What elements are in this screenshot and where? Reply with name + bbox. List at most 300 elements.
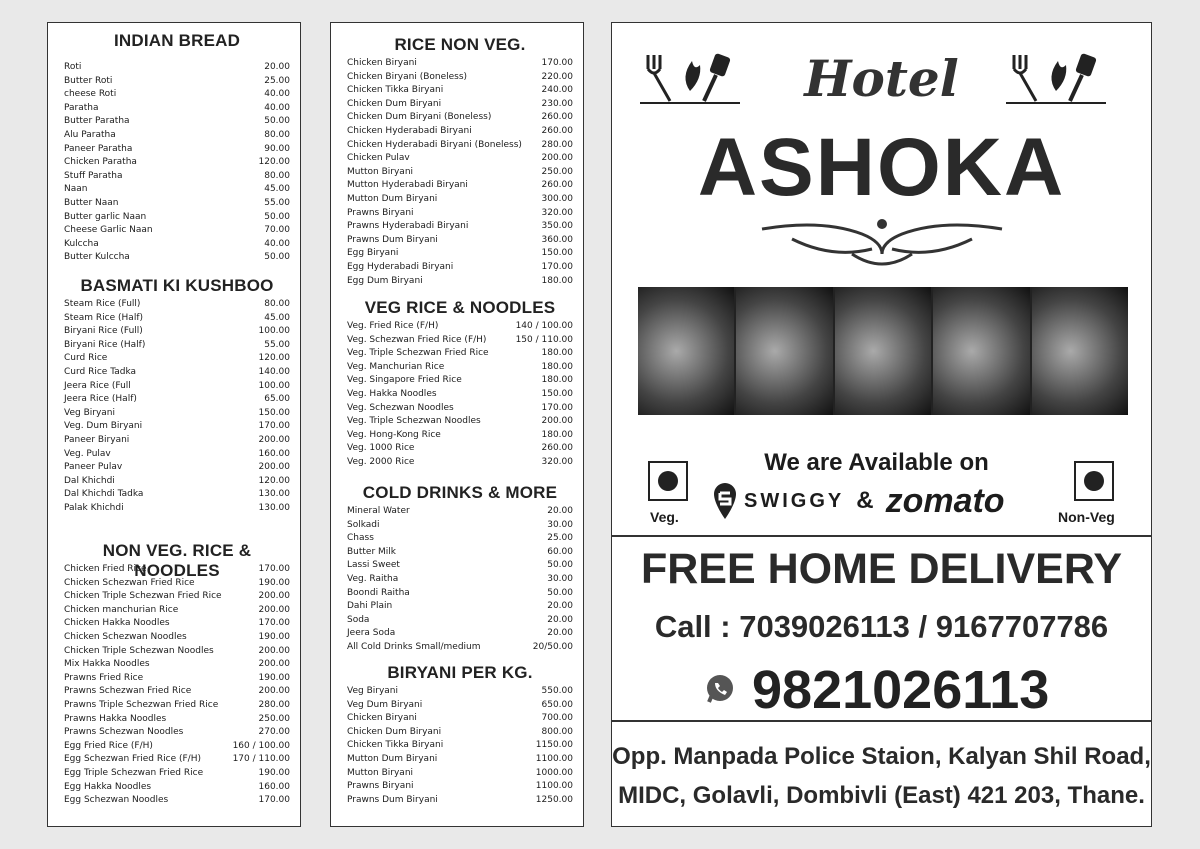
item-price: 170.00	[541, 261, 573, 272]
ampersand: &	[856, 487, 874, 514]
item-name: Egg Hakka Noodles	[64, 781, 152, 792]
item-name: Veg Dum Biryani	[347, 699, 423, 710]
item-price: 200.00	[258, 686, 290, 697]
item-price: 160.00	[258, 448, 290, 459]
menu-item	[64, 658, 290, 672]
item-price: 40.00	[264, 238, 290, 249]
item-name: Chicken Dum Biryani (Boneless)	[347, 112, 492, 123]
item-name: Prawns Dum Biryani	[347, 234, 438, 245]
menu-item	[64, 197, 290, 211]
menu-item	[64, 75, 290, 89]
menu-item	[64, 699, 290, 713]
menu-item	[64, 672, 290, 686]
item-name: Paratha	[64, 102, 99, 113]
menu-item	[347, 587, 573, 601]
section-title: BIRYANI PER KG.	[387, 663, 533, 682]
item-name: Chicken Fried Rice	[64, 564, 147, 574]
item-price: 150 / 110.00	[515, 334, 573, 345]
section-title: INDIAN BREAD	[113, 31, 241, 50]
item-price: 180.00	[541, 348, 573, 359]
item-price: 260.00	[541, 125, 573, 136]
item-price: 190.00	[258, 672, 290, 683]
menu-section	[347, 35, 573, 288]
item-price: 190.00	[258, 577, 290, 588]
item-name: Biryani Rice (Half)	[64, 339, 146, 350]
item-price: 1100.00	[535, 753, 573, 764]
menu-item	[347, 614, 573, 628]
menu-item	[347, 247, 573, 261]
item-name: Egg Hyderabadi Biryani	[347, 261, 454, 272]
menu-item	[347, 193, 573, 207]
item-price: 25.00	[264, 75, 290, 86]
item-price: 80.00	[264, 299, 290, 309]
item-name: Veg. Pulav	[64, 448, 111, 459]
item-name: Jeera Rice (Half)	[64, 394, 137, 405]
zomato-text: zomato	[885, 481, 1005, 520]
menu-item	[64, 312, 290, 326]
item-name: Paneer Pulav	[64, 462, 123, 473]
item-name: Curd Rice Tadka	[64, 366, 137, 377]
item-price: 280.00	[258, 699, 290, 710]
item-name: Lassi Sweet	[347, 560, 400, 571]
brand-panel	[611, 22, 1152, 827]
item-price: 200.00	[541, 416, 573, 427]
item-price: 30.00	[547, 519, 573, 530]
menu-section	[64, 31, 290, 265]
item-price: 120.00	[258, 353, 290, 364]
item-price: 200.00	[258, 659, 290, 670]
item-price: 130.00	[258, 502, 290, 513]
item-price: 160 / 100.00	[232, 740, 290, 751]
item-name: Butter garlic Naan	[64, 211, 147, 222]
menu-item	[64, 740, 290, 754]
menu-item	[347, 84, 573, 98]
item-name: Veg. 1000 Rice	[347, 443, 415, 454]
item-name: Chicken Pulav	[347, 153, 410, 164]
menu-item	[64, 183, 290, 197]
menu-item	[347, 505, 573, 519]
item-name: Chicken Triple Schezwan Noodles	[64, 645, 214, 656]
item-price: 40.00	[264, 89, 290, 100]
menu-item	[64, 156, 290, 170]
menu-item	[347, 532, 573, 546]
item-price: 250.00	[258, 713, 290, 724]
section-title: NON VEG. RICE & NOODLES	[102, 541, 252, 580]
item-price: 50.00	[264, 211, 290, 222]
food-photo-strip	[638, 287, 1128, 415]
menu-item	[64, 794, 290, 808]
item-name: Soda	[347, 614, 370, 625]
item-name: Dahi Plain	[347, 601, 393, 612]
menu-section	[347, 298, 573, 470]
menu-item	[64, 88, 290, 102]
menu-item	[347, 546, 573, 560]
item-name: Veg. Triple Schezwan Fried Rice	[347, 348, 489, 359]
availability-text: We are Available on	[764, 449, 989, 476]
item-price: 45.00	[264, 184, 290, 195]
item-price: 220.00	[541, 71, 573, 82]
item-name: Prawns Biryani	[347, 207, 414, 218]
item-name: Chicken manchurian Rice	[64, 604, 179, 615]
nonveg-symbol-icon	[1074, 461, 1114, 501]
item-name: Jeera Soda	[347, 628, 396, 639]
item-name: Jeera Rice (Full	[64, 380, 131, 391]
menu-item	[64, 767, 290, 781]
item-name: Chicken Paratha	[64, 157, 137, 168]
menu-item	[347, 334, 573, 348]
menu-item	[64, 366, 290, 380]
item-price: 60.00	[547, 546, 573, 557]
item-price: 1000.00	[535, 767, 573, 778]
menu-item	[347, 753, 573, 767]
menu-section	[64, 276, 290, 516]
item-price: 550.00	[541, 686, 573, 696]
menu-item	[347, 429, 573, 443]
item-price: 80.00	[264, 170, 290, 181]
item-price: 160.00	[258, 781, 290, 792]
item-name: Boondi Raitha	[347, 587, 410, 598]
item-name: Chicken Triple Schezwan Fried Rice	[64, 591, 222, 602]
hotel-label: Hotel	[804, 49, 959, 108]
item-price: 25.00	[547, 533, 573, 544]
menu-item	[64, 129, 290, 143]
menu-item	[64, 590, 290, 604]
menu-item	[64, 685, 290, 699]
item-name: Egg Schezwan Fried Rice (F/H)	[64, 754, 201, 765]
item-name: Chicken Schezwan Fried Rice	[64, 577, 195, 588]
menu-section	[347, 663, 573, 807]
item-price: 90.00	[264, 143, 290, 154]
item-price: 130.00	[258, 489, 290, 500]
menu-item	[347, 207, 573, 221]
item-name: Mutton Dum Biryani	[347, 753, 438, 764]
item-price: 200.00	[258, 434, 290, 445]
item-name: Steam Rice (Full)	[64, 299, 141, 309]
item-price: 1150.00	[535, 740, 573, 751]
item-name: Mutton Biryani	[347, 767, 414, 778]
item-price: 20.00	[264, 62, 290, 72]
item-price: 700.00	[541, 713, 573, 724]
menu-panel-left	[47, 22, 301, 827]
item-name: Veg. Dum Biryani	[64, 421, 143, 432]
item-price: 180.00	[541, 275, 573, 286]
item-name: Veg. Fried Rice (F/H)	[347, 321, 439, 331]
swiggy-text: SWIGGY	[744, 489, 845, 512]
item-price: 650.00	[541, 699, 573, 710]
menu-item	[64, 325, 290, 339]
item-price: 150.00	[541, 388, 573, 399]
item-name: Prawns Triple Schezwan Fried Rice	[64, 699, 219, 710]
item-price: 50.00	[264, 116, 290, 127]
item-name: Naan	[64, 184, 88, 195]
item-price: 40.00	[264, 102, 290, 113]
menu-item	[347, 780, 573, 794]
menu-item	[347, 57, 573, 71]
item-price: 230.00	[541, 98, 573, 109]
item-price: 1250.00	[535, 794, 573, 805]
item-name: Solkadi	[347, 519, 380, 530]
menu-item	[64, 502, 290, 516]
item-price: 50.00	[264, 252, 290, 263]
menu-item	[347, 402, 573, 416]
item-name: Curd Rice	[64, 353, 108, 364]
nonveg-label: Non-Veg	[1058, 509, 1115, 525]
menu-item	[347, 361, 573, 375]
item-name: Veg. Manchurian Rice	[347, 361, 445, 372]
menu-item	[347, 220, 573, 234]
menu-item	[347, 726, 573, 740]
item-price: 120.00	[258, 475, 290, 486]
menu-item	[347, 139, 573, 153]
item-name: Chicken Biryani	[347, 58, 417, 68]
menu-item	[347, 234, 573, 248]
item-price: 270.00	[258, 727, 290, 738]
item-name: Chicken Hakka Noodles	[64, 618, 170, 629]
menu-item	[347, 712, 573, 726]
item-price: 200.00	[258, 591, 290, 602]
item-price: 120.00	[258, 157, 290, 168]
item-price: 150.00	[541, 248, 573, 259]
menu-item	[347, 767, 573, 781]
item-name: Alu Paratha	[64, 129, 116, 140]
menu-item	[64, 224, 290, 238]
menu-item	[64, 475, 290, 489]
menu-item	[347, 415, 573, 429]
item-price: 20.00	[547, 614, 573, 625]
menu-item	[347, 627, 573, 641]
item-name: Chicken Schezwan Noodles	[64, 631, 187, 642]
item-price: 55.00	[264, 197, 290, 208]
divider	[612, 720, 1151, 722]
item-name: Paneer Biryani	[64, 434, 130, 445]
menu-item	[64, 781, 290, 795]
item-price: 45.00	[264, 312, 290, 323]
item-name: Butter Paratha	[64, 116, 130, 127]
item-name: Butter Naan	[64, 197, 119, 208]
menu-item	[64, 251, 290, 265]
section-title: COLD DRINKS & MORE	[362, 483, 558, 502]
menu-item	[347, 641, 573, 655]
item-name: cheese Roti	[64, 89, 117, 100]
menu-item	[347, 152, 573, 166]
menu-item	[64, 577, 290, 591]
item-name: Veg. Raitha	[347, 573, 399, 584]
menu-item	[64, 61, 290, 75]
item-price: 65.00	[264, 394, 290, 405]
menu-item	[347, 388, 573, 402]
item-price: 20.00	[547, 506, 573, 516]
item-name: Stuff Paratha	[64, 170, 123, 181]
menu-item	[347, 739, 573, 753]
menu-item	[64, 726, 290, 740]
item-price: 240.00	[541, 85, 573, 96]
menu-item	[347, 98, 573, 112]
item-name: Egg Biryani	[347, 248, 399, 259]
item-name: Chicken Dum Biryani	[347, 726, 442, 737]
item-name: Mineral Water	[347, 506, 410, 516]
item-price: 170.00	[258, 564, 290, 574]
item-price: 200.00	[258, 462, 290, 473]
menu-item	[64, 298, 290, 312]
menu-item	[347, 125, 573, 139]
item-price: 260.00	[541, 443, 573, 454]
menu-item	[347, 71, 573, 85]
item-price: 170.00	[541, 58, 573, 68]
menu-item	[64, 461, 290, 475]
item-price: 170.00	[258, 618, 290, 629]
menu-item	[64, 753, 290, 767]
item-name: Veg. Hong-Kong Rice	[347, 429, 441, 440]
section-title: BASMATI KI KUSHBOO	[80, 276, 274, 295]
menu-item	[64, 407, 290, 421]
item-price: 30.00	[547, 573, 573, 584]
section-title: RICE NON VEG.	[394, 35, 526, 54]
item-name: Veg. Hakka Noodles	[347, 388, 437, 399]
menu-item	[64, 604, 290, 618]
menu-item	[64, 631, 290, 645]
menu-panel-middle	[330, 22, 584, 827]
item-name: Veg. Schezwan Fried Rice (F/H)	[347, 334, 487, 345]
item-price: 260.00	[541, 180, 573, 191]
item-name: Roti	[64, 62, 82, 72]
menu-item	[347, 347, 573, 361]
menu-item	[64, 211, 290, 225]
menu-item	[64, 380, 290, 394]
item-name: Veg. Schezwan Noodles	[347, 402, 454, 413]
menu-item	[64, 448, 290, 462]
menu-item	[347, 275, 573, 289]
item-price: 320.00	[541, 456, 573, 467]
whatsapp-icon	[704, 673, 736, 705]
item-name: Chicken Biryani (Boneless)	[347, 71, 468, 82]
veg-symbol-icon	[648, 461, 688, 501]
menu-item	[347, 573, 573, 587]
item-price: 800.00	[541, 726, 573, 737]
item-name: Veg. Triple Schezwan Noodles	[347, 416, 481, 427]
menu-item	[347, 600, 573, 614]
item-name: Prawns Schezwan Fried Rice	[64, 686, 192, 697]
ornament-divider-icon	[752, 209, 1012, 269]
item-price: 200.00	[258, 604, 290, 615]
item-name: Mutton Hyderabadi Biryani	[347, 180, 468, 191]
item-name: Paneer Paratha	[64, 143, 133, 154]
item-price: 180.00	[541, 375, 573, 386]
item-price: 200.00	[541, 153, 573, 164]
item-name: Kulccha	[64, 238, 99, 249]
menu-item	[64, 238, 290, 252]
item-name: Veg. Singapore Fried Rice	[347, 375, 462, 386]
item-name: Chicken Biryani	[347, 713, 417, 724]
item-price: 1100.00	[535, 781, 573, 792]
item-price: 250.00	[541, 166, 573, 177]
item-price: 70.00	[264, 225, 290, 236]
menu-section	[64, 541, 290, 808]
item-name: Egg Triple Schezwan Fried Rice	[64, 767, 204, 778]
item-price: 260.00	[541, 112, 573, 123]
item-name: Prawns Schezwan Noodles	[64, 727, 184, 738]
menu-item	[64, 115, 290, 129]
menu-section	[347, 483, 573, 655]
menu-item	[347, 442, 573, 456]
item-name: Prawns Hakka Noodles	[64, 713, 167, 724]
menu-item	[347, 374, 573, 388]
menu-item	[64, 617, 290, 631]
item-price: 150.00	[258, 407, 290, 418]
item-name: Mix Hakka Noodles	[64, 659, 150, 670]
item-name: Butter Roti	[64, 75, 113, 86]
whatsapp-number: 9821026113	[752, 660, 1050, 720]
item-price: 190.00	[258, 631, 290, 642]
item-price: 50.00	[547, 560, 573, 571]
item-name: Prawns Dum Biryani	[347, 794, 438, 805]
menu-item	[64, 339, 290, 353]
item-price: 170 / 110.00	[232, 754, 290, 765]
item-name: Cheese Garlic Naan	[64, 225, 153, 236]
veg-label: Veg.	[650, 509, 679, 525]
item-name: Steam Rice (Half)	[64, 312, 143, 323]
item-price: 280.00	[541, 139, 573, 150]
item-price: 350.00	[541, 221, 573, 232]
item-name: Butter Milk	[347, 546, 397, 557]
menu-item	[64, 102, 290, 116]
swiggy-pin-icon	[712, 481, 738, 521]
hotel-name: ASHOKA	[697, 122, 1066, 213]
item-name: Egg Dum Biryani	[347, 275, 423, 286]
item-price: 320.00	[541, 207, 573, 218]
item-name: Mutton Biryani	[347, 166, 414, 177]
menu-item	[347, 456, 573, 470]
item-name: Chicken Tikka Biryani	[347, 85, 444, 96]
item-price: 360.00	[541, 234, 573, 245]
item-name: Prawns Fried Rice	[64, 672, 144, 683]
delivery-headline: FREE HOME DELIVERY	[640, 545, 1123, 593]
item-name: All Cold Drinks Small/medium	[347, 641, 481, 652]
item-price: 100.00	[258, 380, 290, 391]
menu-item	[64, 170, 290, 184]
menu-item	[64, 352, 290, 366]
item-name: Veg. 2000 Rice	[347, 456, 415, 467]
menu-item	[64, 713, 290, 727]
call-numbers: Call : 7039026113 / 9167707786	[654, 609, 1109, 644]
item-price: 20.00	[547, 601, 573, 612]
item-price: 50.00	[547, 587, 573, 598]
item-price: 170.00	[258, 795, 290, 806]
section-title: VEG RICE & NOODLES	[364, 298, 556, 317]
menu-item	[347, 320, 573, 334]
item-name: Dal Khichdi	[64, 475, 115, 486]
menu-item	[347, 111, 573, 125]
menu-item	[347, 166, 573, 180]
menu-item	[64, 645, 290, 659]
item-name: Chicken Tikka Biryani	[347, 740, 444, 751]
item-price: 170.00	[541, 402, 573, 413]
item-price: 20.00	[547, 628, 573, 639]
item-price: 20/50.00	[532, 641, 573, 652]
menu-item	[64, 488, 290, 502]
item-name: Butter Kulccha	[64, 252, 130, 263]
divider	[612, 535, 1151, 537]
item-name: Chass	[347, 533, 374, 544]
item-name: Egg Schezwan Noodles	[64, 795, 169, 806]
item-price: 170.00	[258, 421, 290, 432]
item-name: Prawns Biryani	[347, 781, 414, 792]
item-price: 80.00	[264, 129, 290, 140]
address-line-1: Opp. Manpada Police Staion, Kalyan Shil Road,	[612, 743, 1151, 770]
menu-item	[347, 685, 573, 699]
item-name: Chicken Dum Biryani	[347, 98, 442, 109]
item-name: Veg Biryani	[347, 686, 398, 696]
menu-item	[347, 519, 573, 533]
